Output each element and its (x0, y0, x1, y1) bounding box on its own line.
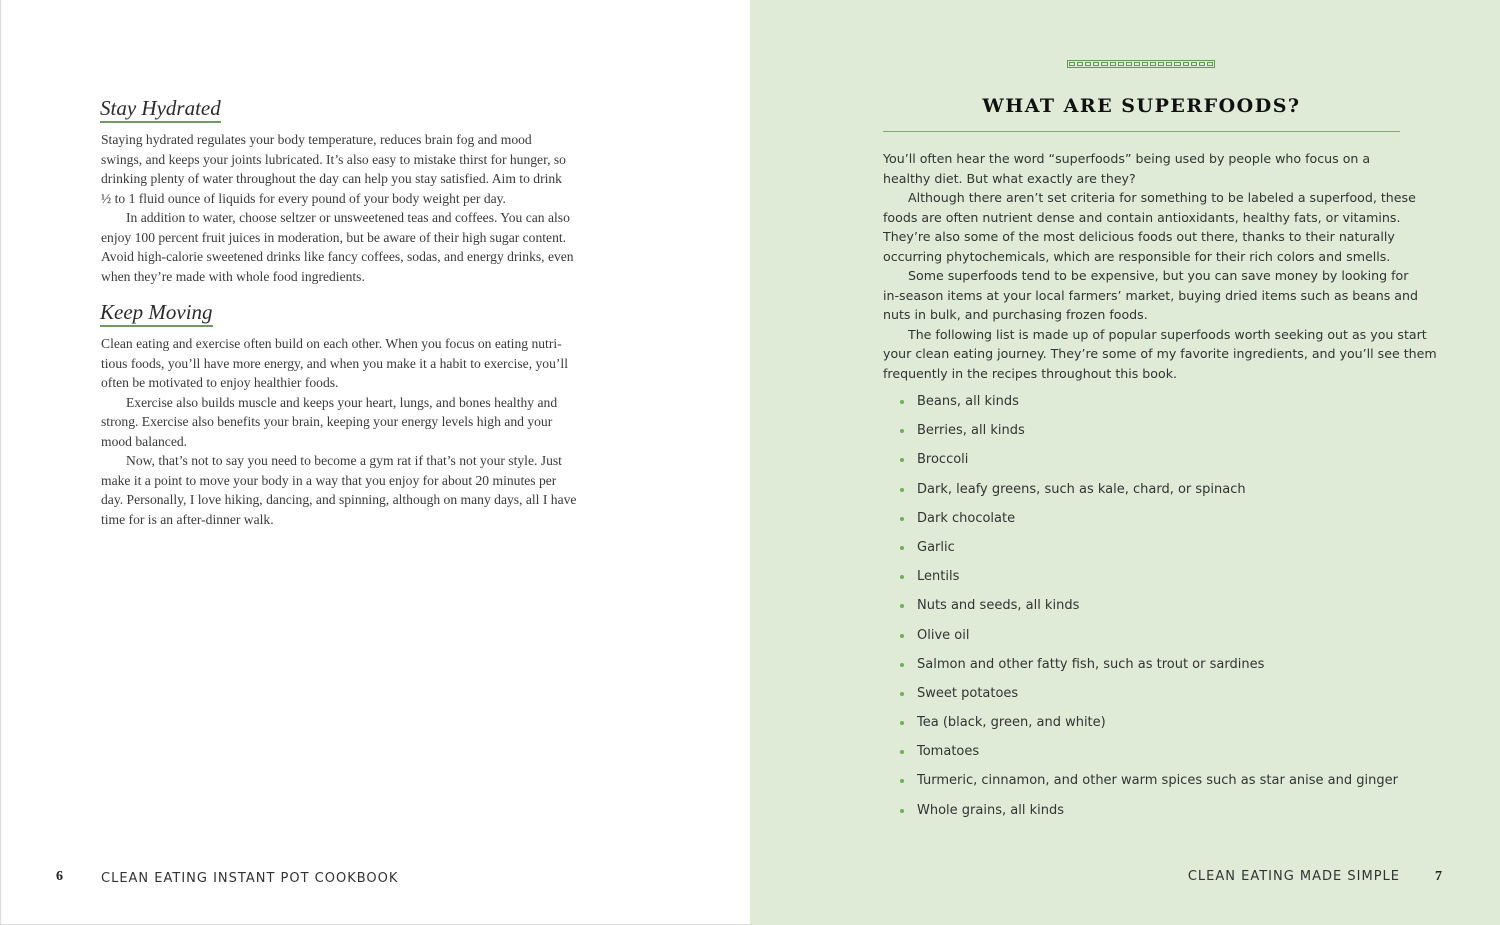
list-item (900, 480, 1398, 509)
bullet-icon (900, 517, 904, 521)
text-line: often be motivated to enjoy healthier foods. (101, 375, 339, 390)
list-item-label: Salmon and other fatty fish, such as trout or sardines (917, 656, 1265, 672)
text-line: healthy diet. But what exactly are they? (883, 170, 1136, 186)
superfoods-intro (883, 149, 1437, 383)
ornament-cell (1142, 62, 1148, 66)
text-line: frequently in the recipes throughout this book. (883, 365, 1178, 381)
keep-moving-body (101, 334, 621, 529)
list-item (900, 742, 1398, 771)
list-item (900, 421, 1398, 450)
text-line: Exercise also builds muscle and keeps your heart, lungs, and bones healthy and (126, 394, 558, 410)
text-line: Although there aren’t set criteria for something to be labeled a superfood, these (908, 190, 1416, 205)
list-item (900, 538, 1398, 567)
text-line: ½ to 1 fluid ounce of liquids for every pound of your body weight per day. (101, 190, 506, 206)
ornament-cell (1150, 62, 1156, 66)
ornament-cell (1085, 62, 1091, 66)
list-item-label: Garlic (917, 539, 955, 555)
list-item-label: Sweet potatoes (917, 685, 1019, 701)
text-line: Some superfoods tend to be expensive, but you can save money by looking for (908, 268, 1409, 283)
text-line: In addition to water, choose seltzer or unsweetened teas and coffees. You can also (126, 210, 570, 225)
text-line: swings, and keeps your joints lubricated. It’s also easy to mistake thirst for hunger, so (101, 151, 566, 167)
text-line: foods are often nutrient dense and contain antioxidants, healthy fats, or vitamins. (883, 209, 1401, 225)
text-line: make it a point to move your body in a way that you enjoy for about 20 minutes per (101, 472, 557, 488)
bullet-icon (900, 575, 904, 579)
text-line: when they’re made with whole food ingredients. (101, 268, 365, 284)
bullet-icon (900, 458, 904, 462)
list-item-label: Olive oil (917, 627, 970, 643)
title-divider (883, 131, 1400, 132)
ornament-cell (1166, 62, 1172, 66)
text-line: mood balanced. (101, 433, 188, 449)
bullet-icon (900, 400, 904, 404)
list-item (900, 392, 1398, 421)
bullet-icon (900, 809, 904, 813)
text-line: The following list is made up of popular superfoods worth seeking out as you start (908, 326, 1427, 342)
running-head-right: CLEAN EATING MADE SIMPLE (1187, 869, 1400, 884)
page-title: WHAT ARE SUPERFOODS? (982, 95, 1301, 117)
list-item (900, 509, 1398, 538)
ornament-cell (1199, 62, 1205, 66)
ornament-cell (1077, 62, 1083, 66)
page-number-left: 6 (56, 869, 63, 884)
list-item (900, 684, 1398, 713)
text-line: Avoid high-calorie sweetened drinks like fancy coffees, sodas, and energy drinks, even (101, 249, 574, 264)
ornament-cell (1183, 62, 1189, 66)
text-line: strong. Exercise also benefits your brain, keeping your energy levels high and your (101, 414, 553, 429)
text-line: in-season items at your local farmers’ market, buying dried items such as beans and (883, 287, 1418, 303)
text-line: tious foods, you’ll have more energy, and when you make it a habit to exercise, you’ll (101, 355, 568, 371)
ornament-cell (1093, 62, 1099, 66)
bullet-icon (900, 634, 904, 638)
text-line: drinking plenty of water throughout the day can help you stay satisfied. Aim to drink (101, 171, 562, 186)
section-heading-stay-hydrated: Stay Hydrated (100, 96, 221, 123)
text-line: They’re also some of the most delicious foods out there, thanks to their naturally (883, 229, 1395, 244)
list-item-label: Broccoli (917, 452, 969, 468)
text-line: You’ll often hear the word “superfoods” being used by people who focus on a (883, 151, 1371, 166)
ornament-cell (1110, 62, 1116, 66)
list-item-label: Turmeric, cinnamon, and other warm spices such as star anise and ginger (917, 773, 1398, 789)
list-item-label: Nuts and seeds, all kinds (917, 598, 1080, 614)
ornament-cell (1134, 62, 1140, 66)
list-item (900, 713, 1398, 742)
bullet-icon (900, 692, 904, 696)
list-item-label: Beans, all kinds (917, 394, 1019, 409)
list-item-label: Tomatoes (917, 744, 980, 760)
bullet-icon (900, 750, 904, 754)
list-item (900, 655, 1398, 684)
running-head-left: CLEAN EATING INSTANT POT COOKBOOK (101, 871, 399, 886)
bullet-icon (900, 663, 904, 667)
text-line: Now, that’s not to say you need to become a gym rat if that’s not your style. Just (126, 453, 562, 468)
ornament-cell (1101, 62, 1107, 66)
text-line: nuts in bulk, and purchasing frozen foods. (883, 307, 1148, 322)
page-number-right: 7 (1435, 869, 1442, 884)
list-item (900, 801, 1398, 830)
list-item (900, 567, 1398, 596)
bullet-icon (900, 546, 904, 550)
list-item-label: Dark chocolate (917, 510, 1016, 526)
bullet-icon (900, 429, 904, 433)
list-item-label: Dark, leafy greens, such as kale, chard, or spinach (917, 481, 1246, 497)
list-item (900, 596, 1398, 625)
ornament-cell (1126, 62, 1132, 66)
ornament-cell (1118, 62, 1124, 66)
bullet-icon (900, 488, 904, 492)
text-line: your clean eating journey. They’re some of my favorite ingredients, and you’ll see them (883, 346, 1437, 361)
text-line: occurring phytochemicals, which are responsible for their rich colors and smells. (883, 248, 1391, 264)
list-item (900, 450, 1398, 479)
section-heading-keep-moving: Keep Moving (100, 300, 213, 327)
list-item (900, 771, 1398, 800)
ornament-cell (1158, 62, 1164, 66)
ornament-cell (1207, 62, 1213, 66)
text-line: Clean eating and exercise often build on each other. When you focus on eating nutri- (101, 336, 562, 351)
list-item-label: Lentils (917, 569, 960, 585)
list-item (900, 626, 1398, 655)
list-item-label: Berries, all kinds (917, 423, 1025, 439)
bullet-icon (900, 604, 904, 608)
ornament-cell (1069, 62, 1075, 66)
text-line: enjoy 100 percent fruit juices in moderation, but be aware of their high sugar content. (101, 229, 567, 245)
ornament-cell (1191, 62, 1197, 66)
text-line: time for is an after-dinner walk. (101, 511, 274, 527)
text-line: Staying hydrated regulates your body temperature, reduces brain fog and mood (101, 132, 532, 147)
list-item-label: Tea (black, green, and white) (917, 715, 1106, 731)
list-item-label: Whole grains, all kinds (917, 802, 1064, 818)
bullet-icon (900, 779, 904, 783)
bullet-icon (900, 721, 904, 725)
superfoods-list (900, 392, 1398, 830)
ornament-cell (1174, 62, 1180, 66)
text-line: day. Personally, I love hiking, dancing, and spinning, although on many days, all I have (101, 492, 577, 507)
decorative-ruler-ornament (1067, 60, 1215, 68)
stay-hydrated-body (101, 130, 621, 286)
